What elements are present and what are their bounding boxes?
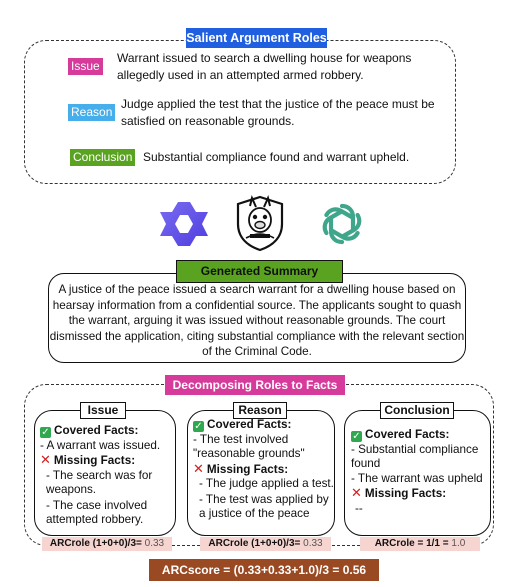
covered-fact: - A warrant was issued. (40, 438, 161, 452)
decomposition-header: Decomposing Roles to Facts (165, 375, 345, 395)
covered-facts-label: ✓ Covered Facts: (41, 424, 139, 438)
summary-header: Generated Summary (176, 260, 343, 283)
openai-logo-icon (316, 198, 368, 250)
reason-arcrole: ARCrole (1+0+0)/3= 0.33 (200, 537, 331, 551)
arcscore-badge: ARCscore = (0.33+0.33+1.0)/3 = 0.56 (149, 559, 379, 581)
cross-icon: ✕ (40, 452, 51, 467)
salient-roles-header: Salient Argument Roles (186, 28, 327, 48)
reason-facts (193, 418, 335, 522)
conclusion-tag: Conclusion (70, 149, 135, 166)
cross-icon: ✕ (193, 460, 204, 476)
qwen-logo-icon (158, 198, 210, 250)
check-icon: ✓ (352, 431, 361, 442)
missing-fact: - The test was applied by a justice of the peace (199, 492, 329, 520)
missing-facts-label: ✕ Missing Facts: (193, 460, 289, 476)
missing-fact: - The search was for weapons. (46, 468, 153, 496)
covered-facts-label: ✓ Covered Facts: (194, 418, 292, 432)
issue-column-title: Issue (80, 402, 126, 419)
covered-facts-label: ✓ Covered Facts: (352, 428, 450, 442)
summary-text: A justice of the peace issued a search warrant for a dwelling house based on hearsay information from a confidential source. The applicants sought to quash the warrant, arguing it was issued without reasonable grounds. The court dismissed the application, citing substantial compliance with the relevant section of the Criminal Code. (49, 283, 465, 358)
conclusion-arcrole: ARCrole = 1/1 = 1.0 (360, 537, 480, 551)
check-icon: ✓ (194, 421, 203, 432)
conclusion-text: Substantial compliance found and warrant upheld. (143, 150, 410, 164)
missing-facts-label: ✕ Missing Facts: (40, 452, 136, 467)
covered-fact: - The test involved "reasonable grounds" (193, 432, 305, 460)
covered-fact: - The warrant was upheld (351, 471, 483, 485)
conclusion-column-title: Conclusion (380, 402, 454, 419)
issue-arcrole: ARCrole (1+0+0)/3= 0.33 (42, 537, 172, 551)
cross-icon: ✕ (351, 485, 362, 500)
conclusion-facts (351, 428, 487, 516)
reason-column-title: Reason (233, 402, 287, 419)
issue-facts (40, 424, 172, 528)
covered-fact: - Substantial compliance found (351, 442, 479, 470)
missing-facts-label: ✕ Missing Facts: (351, 485, 447, 500)
missing-fact: - The case involved attempted robbery. (46, 498, 148, 526)
reason-text: Judge applied the test that the justice of the peace must be satisfied on reasonable grounds. (121, 97, 435, 128)
issue-text: Warrant issued to search a dwelling house for weapons allegedly used in an attempted armed robbery. (117, 51, 412, 82)
missing-fact: -- (355, 501, 363, 515)
reason-tag: Reason (68, 104, 115, 121)
issue-tag: Issue (68, 58, 103, 75)
llama-logo-icon (232, 194, 288, 252)
missing-fact: - The judge applied a test. (199, 477, 334, 490)
check-icon: ✓ (41, 427, 50, 438)
